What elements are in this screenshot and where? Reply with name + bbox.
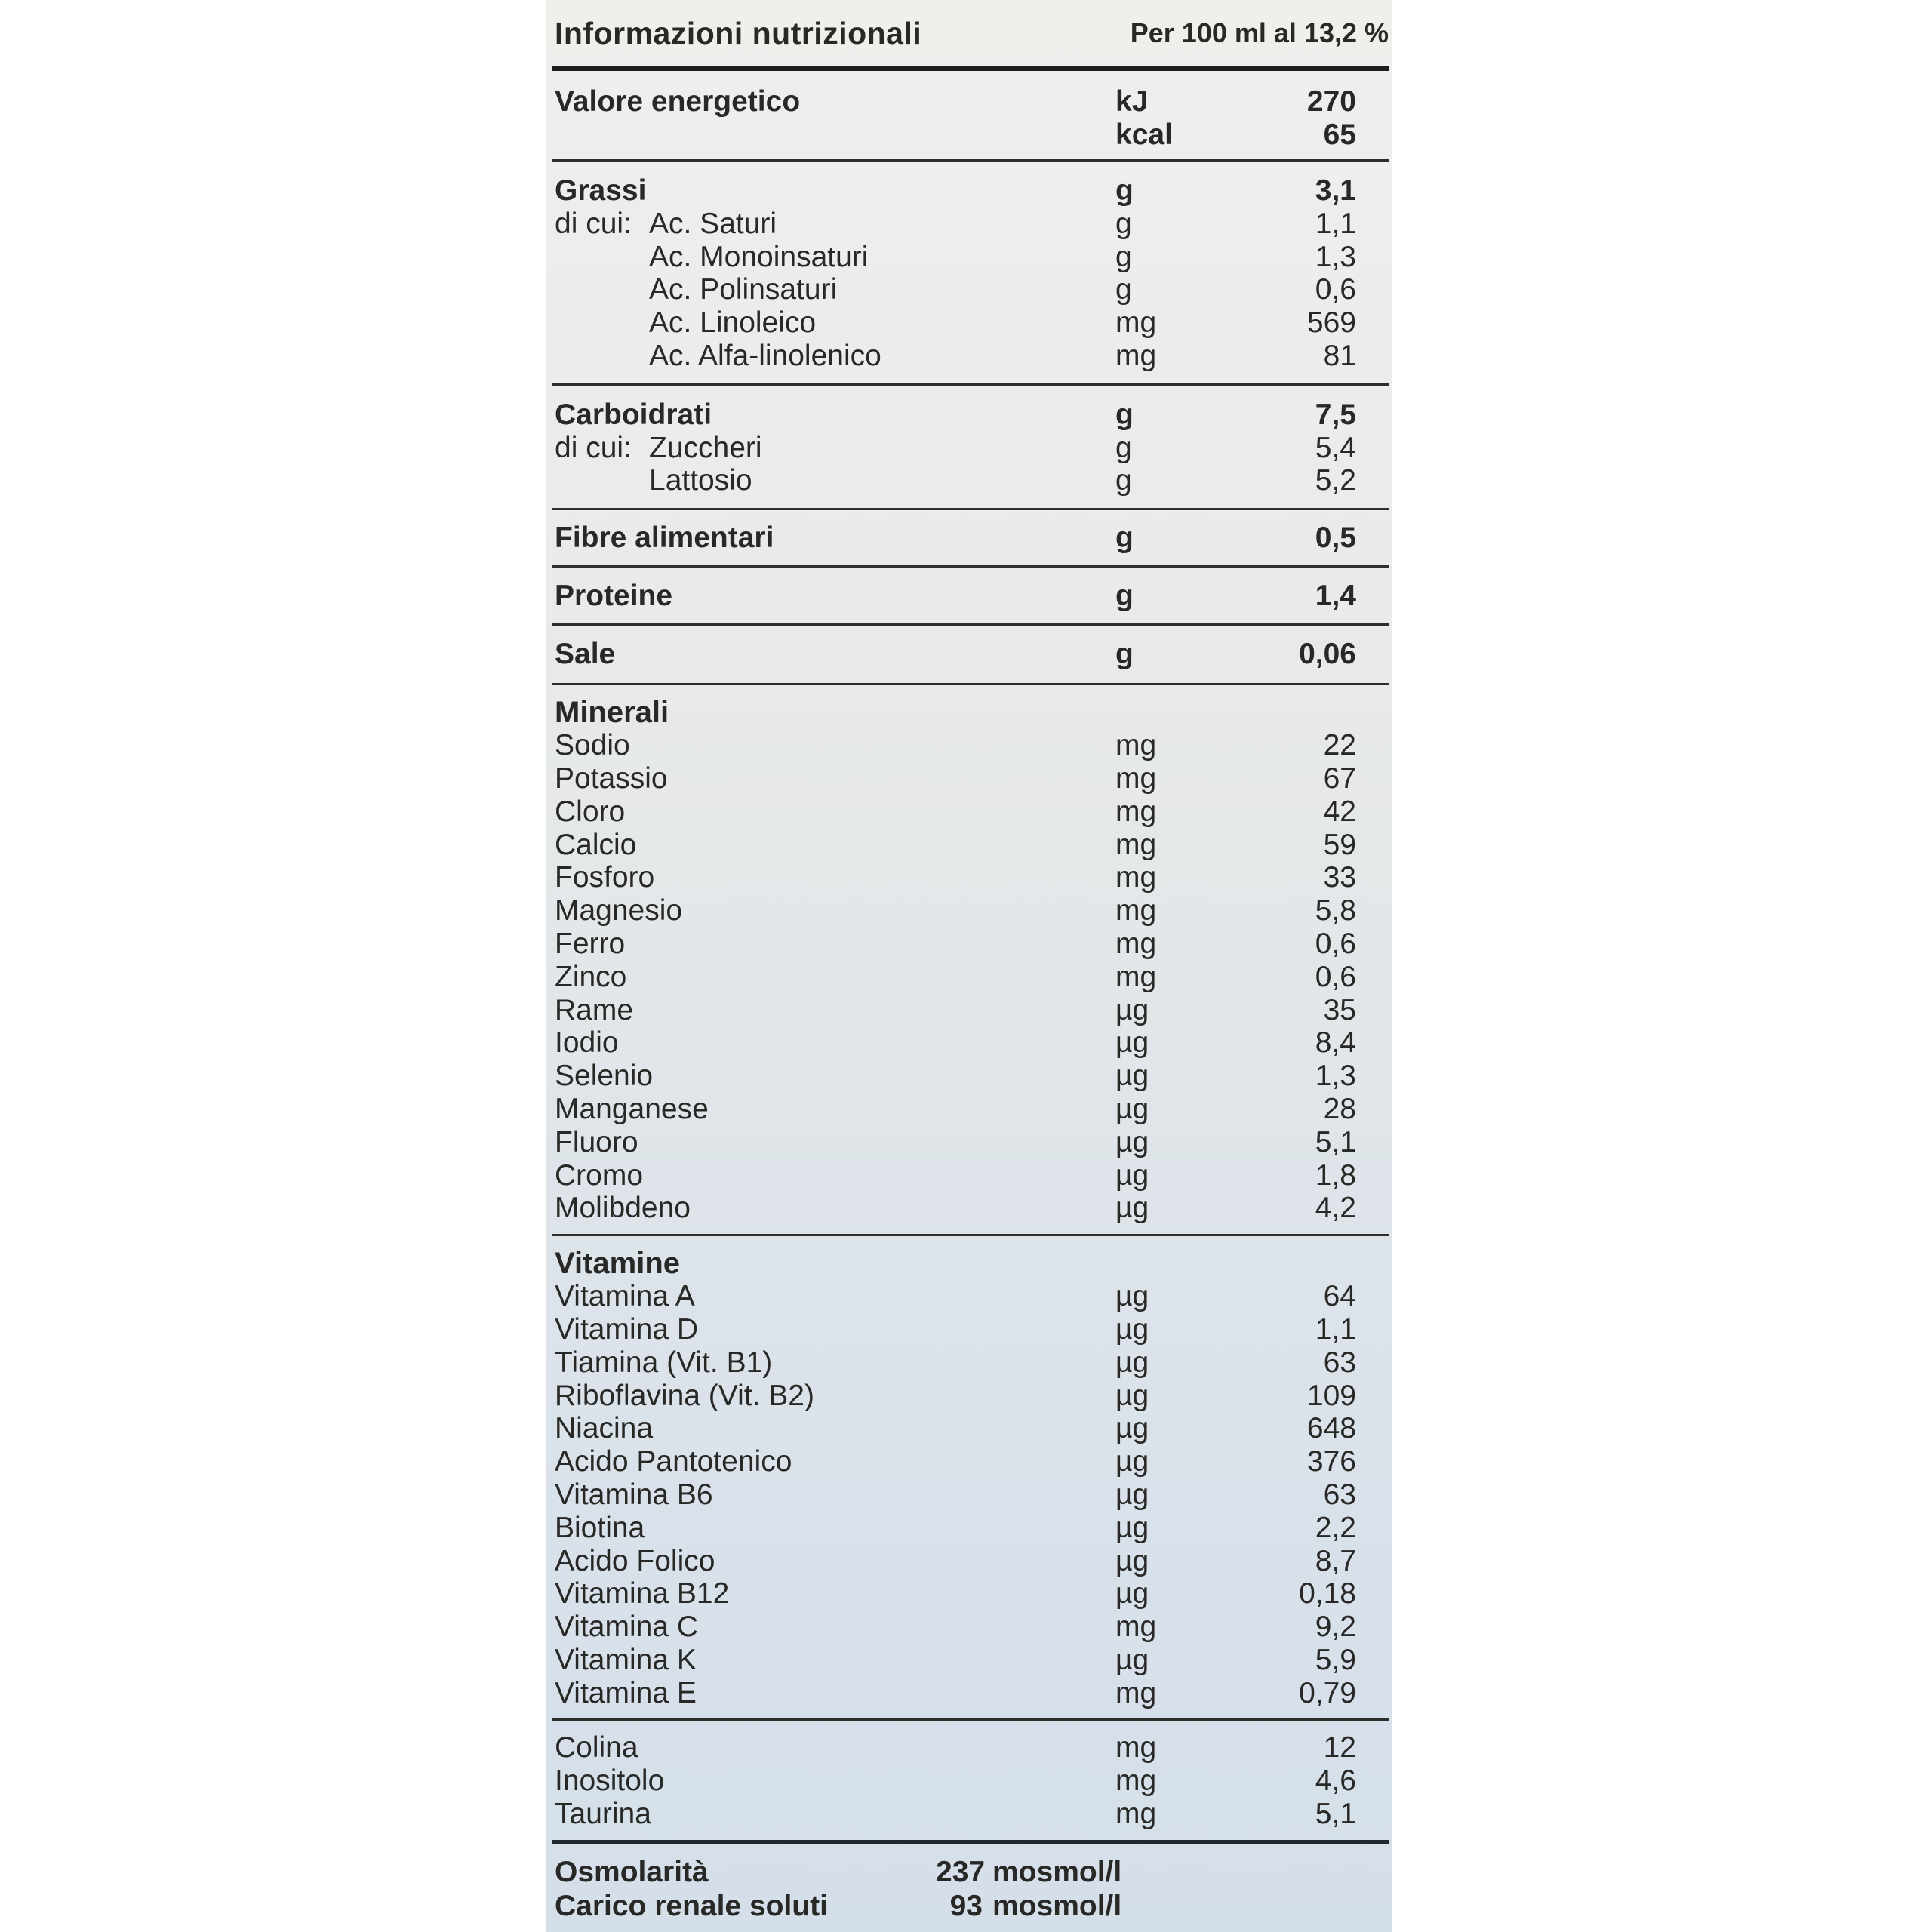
section-fibre-alimentari <box>552 521 1389 555</box>
nutrient-row <box>552 1644 1389 1677</box>
nutrient-name: Biotina <box>555 1511 645 1544</box>
nutrient-name: Ac. Monoinsaturi <box>649 240 869 273</box>
nutrient-row <box>552 829 1389 862</box>
nutrient-row <box>552 762 1389 795</box>
unit-cell: µg <box>1115 1346 1149 1379</box>
value-cell: 0,6 <box>1315 960 1356 993</box>
table-title: Informazioni nutrizionali <box>555 15 922 51</box>
unit-cell: mg <box>1115 1798 1157 1831</box>
nutrient-row <box>552 1798 1389 1831</box>
section-osmolarita <box>552 1855 1389 1923</box>
osmolarity-row <box>552 1889 1389 1923</box>
nutrient-name: Potassio <box>555 761 668 795</box>
nutrient-name: Molibdeno <box>555 1192 691 1225</box>
value-cell: 12 <box>1323 1731 1356 1764</box>
nutrient-row <box>552 1313 1389 1346</box>
value-cell: 9,2 <box>1315 1611 1356 1644</box>
nutrient-row <box>552 1545 1389 1578</box>
value-cell: 0,06 <box>1299 638 1356 671</box>
unit-cell: µg <box>1115 1412 1149 1445</box>
value-cell: 4,6 <box>1315 1764 1356 1798</box>
unit-cell: µg <box>1115 1158 1149 1192</box>
unit-cell: mg <box>1115 894 1157 928</box>
value-cell: 64 <box>1323 1280 1356 1313</box>
unit-cell: µg <box>1115 1060 1149 1093</box>
value-cell: 4,2 <box>1315 1192 1356 1225</box>
nutrient-row <box>552 1026 1389 1060</box>
nutrient-row <box>552 729 1389 762</box>
nutrient-row <box>552 273 1389 306</box>
section-minerali <box>552 696 1389 1225</box>
osmolarity-name: Osmolarità <box>555 1855 709 1888</box>
nutrient-name: Inositolo <box>555 1764 665 1798</box>
nutrient-row <box>552 1412 1389 1445</box>
unit-cell: mg <box>1115 1676 1157 1709</box>
section-colina-inositolo-taurina <box>552 1731 1389 1830</box>
table-header <box>552 0 1389 66</box>
nutrient-row <box>552 1445 1389 1478</box>
nutrient-row <box>552 1577 1389 1611</box>
nutrient-row <box>552 306 1389 340</box>
unit-cell: kcal <box>1115 118 1173 151</box>
nutrient-row <box>552 861 1389 894</box>
value-cell: 35 <box>1323 993 1356 1026</box>
unit-cell: mg <box>1115 1764 1157 1798</box>
nutrient-row <box>552 961 1389 994</box>
value-cell: 0,79 <box>1299 1676 1356 1709</box>
osmolarity-name: Carico renale soluti <box>555 1889 828 1922</box>
nutrient-row <box>552 580 1389 613</box>
nutrient-name: Niacina <box>555 1412 654 1445</box>
value-cell: 1,1 <box>1315 1312 1356 1346</box>
unit-cell: µg <box>1115 1280 1149 1313</box>
value-cell: 63 <box>1323 1346 1356 1379</box>
value-cell: 0,6 <box>1315 273 1356 306</box>
value-cell: 1,4 <box>1315 580 1356 613</box>
nutrient-row <box>552 85 1389 118</box>
value-cell: 5,4 <box>1315 431 1356 464</box>
nutrient-name: Vitamina D <box>555 1312 699 1346</box>
value-cell: 42 <box>1323 795 1356 828</box>
nutrient-name: Carboidrati <box>555 398 712 431</box>
nutrient-row <box>552 994 1389 1027</box>
nutrient-name: Taurina <box>555 1798 651 1831</box>
section-carboidrati <box>552 398 1389 497</box>
unit-cell: g <box>1115 174 1134 207</box>
divider <box>552 1234 1389 1236</box>
group-heading: Vitamine <box>555 1247 680 1281</box>
unit-cell: µg <box>1115 1379 1149 1412</box>
unit-cell: g <box>1115 398 1134 431</box>
label-panel <box>546 0 1392 1932</box>
unit-cell: µg <box>1115 1511 1149 1544</box>
nutrient-row <box>552 894 1389 928</box>
value-cell: 65 <box>1323 118 1356 151</box>
divider <box>552 623 1389 626</box>
value-cell: 1,1 <box>1315 207 1356 240</box>
unit-cell: g <box>1115 207 1132 240</box>
nutrient-name: Cloro <box>555 795 626 828</box>
label-content <box>552 0 1389 1923</box>
value-cell: 33 <box>1323 861 1356 894</box>
nutrient-row <box>552 521 1389 555</box>
value-cell: 5,2 <box>1315 464 1356 497</box>
nutrient-name: Grassi <box>555 174 647 207</box>
di-cui-prefix: di cui: <box>555 207 632 240</box>
unit-cell: mg <box>1115 761 1157 795</box>
unit-cell: µg <box>1115 1577 1149 1611</box>
unit-cell: mg <box>1115 927 1157 960</box>
value-cell: 0,18 <box>1299 1577 1356 1611</box>
unit-cell: g <box>1115 240 1132 273</box>
osmolarity-number: 93 <box>949 1889 983 1922</box>
nutrient-name: Iodio <box>555 1026 619 1060</box>
nutrient-row <box>552 1677 1389 1710</box>
unit-cell: µg <box>1115 1478 1149 1511</box>
di-cui-prefix: di cui: <box>555 431 632 464</box>
divider <box>552 1840 1389 1844</box>
nutrient-row <box>552 1346 1389 1380</box>
value-cell: 7,5 <box>1315 398 1356 431</box>
nutrient-name: Vitamina B12 <box>555 1577 730 1611</box>
value-cell: 5,1 <box>1315 1125 1356 1158</box>
value-cell: 22 <box>1323 729 1356 762</box>
nutrient-row <box>552 174 1389 208</box>
nutrient-name: Rame <box>555 993 634 1026</box>
divider <box>552 565 1389 568</box>
unit-cell: µg <box>1115 1125 1149 1158</box>
nutrient-name: Vitamina E <box>555 1676 697 1709</box>
nutrient-name: Fluoro <box>555 1125 638 1158</box>
nutrient-name: Lattosio <box>649 464 752 497</box>
value-cell: 648 <box>1306 1412 1356 1445</box>
unit-cell: g <box>1115 638 1134 671</box>
nutrient-name: Fibre alimentari <box>555 521 774 555</box>
value-cell: 8,4 <box>1315 1026 1356 1060</box>
nutrient-name: Colina <box>555 1731 638 1764</box>
nutrient-name: Fosforo <box>555 861 655 894</box>
nutrient-name: Acido Pantotenico <box>555 1445 792 1478</box>
nutrient-row <box>552 118 1389 152</box>
unit-cell: mg <box>1115 861 1157 894</box>
unit-cell: mg <box>1115 1611 1157 1644</box>
nutrient-row <box>552 1611 1389 1644</box>
nutrient-name: Calcio <box>555 828 637 861</box>
unit-cell: µg <box>1115 1445 1149 1478</box>
nutrient-name: Ac. Linoleico <box>649 306 817 340</box>
unit-cell: mg <box>1115 828 1157 861</box>
divider <box>552 683 1389 685</box>
osmolarity-unit: mosmol/l <box>992 1855 1122 1888</box>
value-cell: 1,3 <box>1315 240 1356 273</box>
nutrient-name: Tiamina (Vit. B1) <box>555 1346 773 1379</box>
unit-cell: mg <box>1115 960 1157 993</box>
osmolarity-unit: mosmol/l <box>992 1889 1122 1922</box>
nutrient-name: Valore energetico <box>555 85 801 118</box>
nutrient-row <box>552 1380 1389 1413</box>
value-cell: 81 <box>1323 339 1356 372</box>
section-valore-energetico <box>552 85 1389 152</box>
value-cell: 270 <box>1306 85 1356 118</box>
divider <box>552 508 1389 510</box>
value-cell: 8,7 <box>1315 1544 1356 1577</box>
nutrient-row <box>552 1192 1389 1225</box>
unit-cell: mg <box>1115 729 1157 762</box>
nutrient-name: Cromo <box>555 1158 644 1192</box>
group-heading: Minerali <box>555 696 669 730</box>
nutrient-row <box>552 1280 1389 1313</box>
nutrient-name: Ac. Polinsaturi <box>649 273 838 306</box>
unit-cell: g <box>1115 521 1134 555</box>
unit-cell: µg <box>1115 1192 1149 1225</box>
unit-cell: mg <box>1115 1731 1157 1764</box>
unit-cell: g <box>1115 464 1132 497</box>
section-proteine <box>552 580 1389 613</box>
unit-cell: g <box>1115 580 1134 613</box>
unit-cell: µg <box>1115 1092 1149 1125</box>
nutrient-name: Selenio <box>555 1060 654 1093</box>
nutrient-name: Vitamina B6 <box>555 1478 713 1511</box>
value-cell: 569 <box>1306 306 1356 340</box>
value-cell: 0,6 <box>1315 927 1356 960</box>
nutrient-row <box>552 638 1389 671</box>
unit-cell: g <box>1115 273 1132 306</box>
value-cell: 5,1 <box>1315 1798 1356 1831</box>
unit-cell: mg <box>1115 339 1157 372</box>
unit-cell: µg <box>1115 1312 1149 1346</box>
nutrient-row <box>552 1478 1389 1512</box>
nutrient-row <box>552 398 1389 432</box>
divider <box>552 1718 1389 1721</box>
nutrient-name: Ac. Saturi <box>649 207 777 240</box>
value-cell: 5,8 <box>1315 894 1356 928</box>
nutrient-name: Vitamina C <box>555 1611 699 1644</box>
unit-cell: mg <box>1115 306 1157 340</box>
nutrient-name: Zinco <box>555 960 627 993</box>
nutrient-name: Manganese <box>555 1092 709 1125</box>
value-cell: 3,1 <box>1315 174 1356 207</box>
osmolarity-number: 237 <box>936 1855 986 1888</box>
nutrient-row <box>552 1764 1389 1798</box>
value-cell: 28 <box>1323 1092 1356 1125</box>
value-cell: 67 <box>1323 761 1356 795</box>
nutrient-row <box>552 1512 1389 1545</box>
osmolarity-row <box>552 1855 1389 1889</box>
nutrient-name: Proteine <box>555 580 673 613</box>
section-sale <box>552 638 1389 671</box>
section-vitamine <box>552 1247 1389 1709</box>
nutrient-name: Vitamina A <box>555 1280 695 1313</box>
value-cell: 1,3 <box>1315 1060 1356 1093</box>
unit-cell: µg <box>1115 1026 1149 1060</box>
divider <box>552 159 1389 162</box>
nutrient-name: Riboflavina (Vit. B2) <box>555 1379 814 1412</box>
nutrient-row <box>552 464 1389 497</box>
unit-cell: mg <box>1115 795 1157 828</box>
nutrient-row <box>552 1093 1389 1126</box>
nutrient-name: Zuccheri <box>649 431 762 464</box>
nutrient-name: Ac. Alfa-linolenico <box>649 339 881 372</box>
nutrient-name: Vitamina K <box>555 1643 697 1676</box>
value-cell: 63 <box>1323 1478 1356 1511</box>
nutrient-name: Ferro <box>555 927 626 960</box>
nutrient-row <box>552 1060 1389 1093</box>
nutrient-row <box>552 928 1389 961</box>
value-cell: 59 <box>1323 828 1356 861</box>
nutrient-row <box>552 432 1389 465</box>
nutrient-row <box>552 208 1389 241</box>
value-cell: 109 <box>1306 1379 1356 1412</box>
nutrient-row <box>552 795 1389 829</box>
nutrient-name: Sodio <box>555 729 630 762</box>
unit-cell: µg <box>1115 993 1149 1026</box>
divider <box>552 66 1389 71</box>
unit-cell: kJ <box>1115 85 1149 118</box>
unit-cell: g <box>1115 431 1132 464</box>
nutrient-name: Sale <box>555 638 616 671</box>
value-cell: 376 <box>1306 1445 1356 1478</box>
section-grassi <box>552 174 1389 373</box>
value-cell: 0,5 <box>1315 521 1356 555</box>
divider <box>552 383 1389 386</box>
nutrient-row <box>552 241 1389 274</box>
value-cell: 5,9 <box>1315 1643 1356 1676</box>
unit-cell: µg <box>1115 1643 1149 1676</box>
nutrient-row <box>552 340 1389 373</box>
nutrient-row <box>552 1159 1389 1192</box>
nutrient-name: Acido Folico <box>555 1544 715 1577</box>
unit-cell: µg <box>1115 1544 1149 1577</box>
value-cell: 2,2 <box>1315 1511 1356 1544</box>
per-100ml-column-label: Per 100 ml al 13,2 % <box>1130 17 1389 48</box>
value-cell: 1,8 <box>1315 1158 1356 1192</box>
nutrient-row <box>552 1126 1389 1159</box>
nutrient-row <box>552 1731 1389 1764</box>
nutrient-name: Magnesio <box>555 894 683 928</box>
